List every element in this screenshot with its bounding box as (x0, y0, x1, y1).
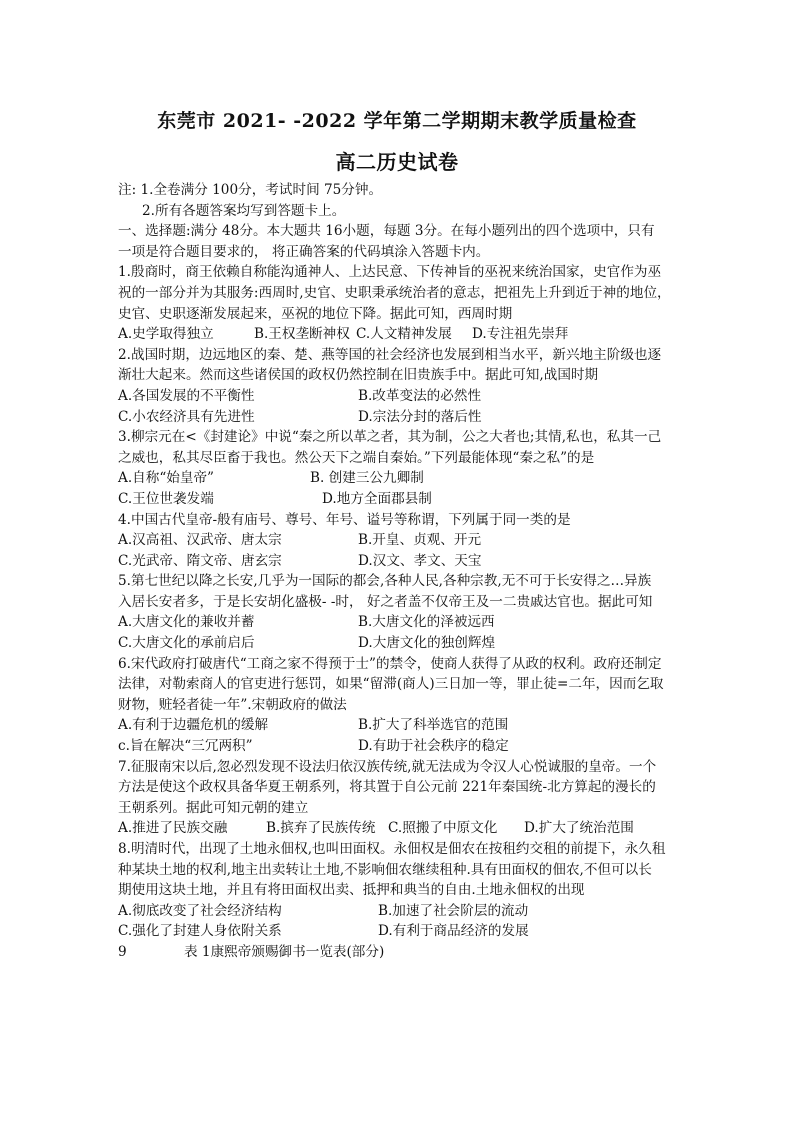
exam-subtitle: 高二历史试卷 (335, 150, 459, 174)
question-text: 财物，赃轻者徒一年”.宋朝政府的做法 (118, 696, 347, 713)
option-d: D.大唐文化的独创辉煌 (358, 635, 496, 652)
question-9-header (118, 942, 680, 963)
option-c: C.小农经济具有先进性 (118, 408, 255, 425)
question-text: 种某块土地的权利,地主出卖转让土地,不影响佃农继续租种.具有田面权的佃农,不但可以长 (118, 861, 652, 878)
option-row (118, 715, 680, 736)
option-b: B.大唐文化的泽被远西 (358, 614, 495, 631)
exam-title: 东莞市 2021- -2022 学年第二学期期末教学质量检查 (157, 110, 637, 132)
option-d: D.专注祖先崇拜 (472, 326, 569, 343)
option-c: C.照搬了中原文化 (388, 820, 498, 837)
option-a: A.有利于边疆危机的缓解 (118, 717, 269, 734)
question-text: 期使用这块土地，并且有将田面权出卖、抵押和典当的自由.土地永佃权的出现 (118, 882, 585, 899)
option-row (118, 901, 680, 922)
question-text: 祝的一部分并为其服务:西周时,史官、史职秉承统治者的意志，把祖先上升到近于神的地位， (118, 284, 671, 301)
option-c: C.人文精神发展 (356, 326, 452, 343)
option-c: C.强化了封建人身依附关系 (118, 923, 282, 940)
question-text: 史官、史职逐渐发展起来，巫祝的地位下降。据此可知，西周时期 (118, 305, 513, 322)
option-row (118, 530, 680, 551)
table-caption: 表 1康熙帝颁赐御书一览表(部分) (184, 943, 385, 960)
option-d: D.汉文、孝文、天宝 (358, 552, 482, 569)
option-b: B.改革变法的必然性 (358, 387, 482, 404)
question-text: 5.第七世纪以降之长安,几乎为一国际的都会,各种人民,各种宗教,无不可于长安得之…异族 (118, 573, 652, 590)
question-text: 7.征服南宋以后,忽必烈发现不设法归依汉族传统,就无法成为令汉人心悦诚服的皇帝。一个 (118, 758, 657, 775)
question-text: 渐壮大起来。然而这些诸侯国的政权仍然控制在旧贵族手中。据此可知,战国时期 (118, 367, 599, 384)
option-row (118, 612, 680, 633)
note-line: 注: 1.全卷满分 100分，考试时间 75分钟。 (118, 182, 383, 198)
option-a: A.推进了民族交融 (118, 820, 228, 837)
question-text: 方法是使这个政权具备华夏王朝系列，将其置于自公元前 221年秦国统-北方算起的漫长的 (118, 779, 656, 796)
option-row (118, 551, 680, 572)
option-row (118, 921, 680, 942)
option-b: B.扩大了科举选官的范围 (358, 717, 509, 734)
option-a: A.自称“始皇帝” (118, 470, 215, 487)
option-a: A.各国发展的不平衡性 (118, 387, 255, 404)
section-instruction: 一项是符合题目要求的， 将正确答案的代码填涂入答题卡内。 (118, 243, 490, 260)
option-d: D.扩大了统治范围 (524, 820, 634, 837)
option-c: C.王位世袭发端 (118, 490, 214, 507)
exam-body (118, 180, 680, 963)
option-d: D.有助于社会秩序的稳定 (358, 738, 509, 755)
question-text: 法律，对勒索商人的官吏进行惩罚，如果“留滞(商人)三日加一等，罪止徒=二年，因而乞取 (118, 676, 664, 693)
option-a: A.大唐文化的兼收并蓄 (118, 614, 255, 631)
option-row (118, 633, 680, 654)
question-text: 4.中国古代皇帝-般有庙号、尊号、年号、谥号等称谓，下列属于同一类的是 (118, 511, 571, 528)
question-text: 8.明清时代，出现了土地永佃权,也叫田面权。永佃权是佃农在按租约交租的前提下，永久租 (118, 841, 666, 857)
option-a: A.史学取得独立 (118, 326, 214, 343)
option-row (118, 736, 680, 757)
option-c: c.旨在解决“三冗两积” (118, 738, 253, 755)
option-row (118, 818, 680, 839)
note-line: 2.所有各题答案均写到答题卡上。 (142, 202, 346, 219)
section-instruction: 一、选择题:满分 48分。本大题共 16小题，每题 3分。在每小题列出的四个选项中，只有 (118, 223, 655, 240)
option-b: B.开皇、贞观、开元 (358, 532, 482, 549)
option-row (118, 468, 680, 489)
option-row (118, 407, 680, 428)
question-text: 6.宋代政府打破唐代“工商之家不得预于士”的禁令，使商人获得了从政的权利。政府还制定 (118, 655, 662, 672)
option-a: A.彻底改变了社会经济结构 (118, 902, 282, 919)
option-row (118, 324, 680, 345)
option-a: A.汉高祖、汉武帝、唐太宗 (118, 532, 282, 549)
option-b: B. 创建三公九卿制 (310, 470, 424, 487)
question-text: 之威也，私其尽臣畜于我也。然公天下之端自秦始。”下列最能体现“秦之私”的是 (118, 449, 595, 466)
question-text: 王朝系列。据此可知元朝的建立 (118, 799, 309, 816)
option-b: B.加速了社会阶层的流动 (378, 902, 529, 919)
option-d: D.宗法分封的落后性 (358, 408, 482, 425)
question-number: 9 (118, 943, 127, 960)
option-c: C.光武帝、隋文帝、唐玄宗 (118, 552, 282, 569)
option-d: D.有利于商品经济的发展 (378, 923, 529, 940)
option-d: D.地方全面郡县制 (322, 490, 432, 507)
question-text: 1.殷商时，商王依赖自称能沟通神人、上达民意、下传神旨的巫祝来统治国家，史官作为巫 (118, 264, 662, 281)
option-b: B.摈弃了民族传统 (266, 820, 376, 837)
question-text: 2.战国时期，边远地区的秦、楚、燕等国的社会经济也发展到相当水平，新兴地主阶级也逐 (118, 346, 662, 363)
option-row (118, 489, 680, 510)
question-text: 入居长安者多，于是长安胡化盛极- -时， 好之者盖不仅帝王及一二贵戚达官也。据此可知 (118, 593, 653, 610)
option-b: B.王权垄断神权 (254, 326, 350, 343)
option-c: C.大唐文化的承前启后 (118, 635, 255, 652)
option-row (118, 386, 680, 407)
question-text: 3.柳宗元在<《封建论》中说“秦之所以革之者，其为制，公之大者也;其情,私也，私其一己 (118, 429, 662, 446)
